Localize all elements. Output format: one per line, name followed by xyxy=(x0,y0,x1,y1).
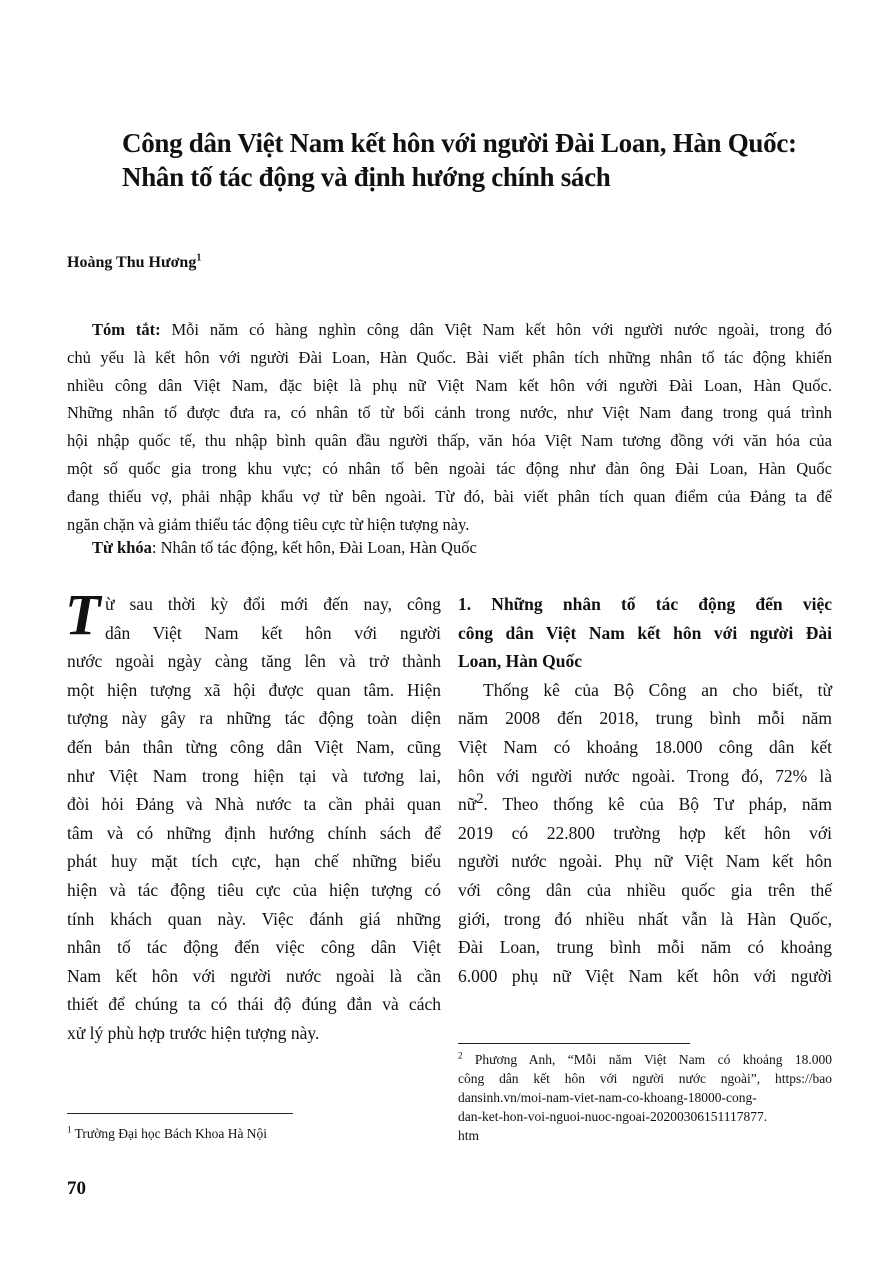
body-line: dân Việt Nam kết hôn với người xyxy=(105,622,441,643)
footnote-line: dan-ket-hon-voi-nguoi-nuoc-ngoai-20200306151117877. xyxy=(458,1109,768,1124)
footnote-line: $^2$ Phương Anh, “Mỗi năm Việt Nam có khoảng 18.000 xyxy=(458,1050,832,1067)
footnote-line: htm xyxy=(458,1128,480,1143)
body-line: với công dân của nhiều quốc gia trên thế xyxy=(458,879,832,900)
author-name: Hoàng Thu Hương xyxy=(67,254,197,271)
body-line: tính khách quan này. Việc đánh giá những xyxy=(67,908,441,929)
body-line: 6.000 phụ nữ Việt Nam kết hôn với người xyxy=(458,965,832,986)
abstract-line: một số quốc gia trong khu vực; có nhân tố bên ngoài tác động như đàn ông Đài Loan, Hàn Quốc xyxy=(67,458,832,478)
body-line: xử lý phù hợp trước hiện tượng này. xyxy=(67,1022,320,1043)
body-line: đòi hỏi Đảng và Nhà nước ta cần phải quan xyxy=(67,794,441,815)
body-line: phát huy mặt tích cực, hạn chế những biểu xyxy=(67,851,441,872)
body-line: Đài Loan, trung bình mỗi năm có khoảng xyxy=(458,937,832,958)
section-heading: Loan, Hàn Quốc xyxy=(458,651,582,672)
footnote-line: công dân kết hôn với người nước ngoài”, https://bao xyxy=(458,1071,832,1086)
abstract-line: hội nhập quốc tế, thu nhập bình quân đầu người thấp, văn hóa Việt Nam tương đồng với văn hóa của xyxy=(67,431,832,451)
drop-cap: T xyxy=(65,582,101,647)
body-line: hiện và tác động tiêu cực của hiện tượng có xyxy=(67,879,441,900)
body-line: thiết để chúng ta có thái độ đúng đắn và cách xyxy=(67,994,441,1015)
abstract-line: ngăn chặn và giảm thiểu tác động tiêu cực từ hiện tượng này. xyxy=(67,514,470,534)
footnote-2 xyxy=(458,1050,832,1145)
body-line: nhân tố tác động đến việc công dân Việt xyxy=(67,937,441,958)
footnote-divider xyxy=(458,1043,690,1044)
page-number: 70 xyxy=(67,1178,86,1199)
section-heading: công dân Việt Nam kết hôn với người Đài xyxy=(458,622,832,643)
body-line: tâm và có những định hướng chính sách để xyxy=(67,822,441,843)
body-line: một hiện tượng xã hội được quan tâm. Hiện xyxy=(67,679,441,700)
abstract-line: Những nhân tố được đưa ra, có nhân tố từ bối cảnh trong nước, như Việt Nam đang trong quá trình xyxy=(67,403,832,423)
body-line: người nước ngoài. Phụ nữ Việt Nam kết hôn xyxy=(458,851,832,872)
footnote-divider xyxy=(67,1113,293,1114)
keywords xyxy=(92,538,477,558)
abstract xyxy=(67,316,832,538)
right-column xyxy=(458,590,832,990)
body-line: nước ngoài ngày càng tăng lên và trở thành xyxy=(67,651,441,672)
footnote-mark: 2 xyxy=(476,791,484,808)
abstract-label: Tóm tắt: xyxy=(92,320,161,339)
body-line: 2019 có 22.800 trường hợp kết hôn với xyxy=(458,822,832,843)
keywords-text: : Nhân tố tác động, kết hôn, Đài Loan, Hàn Quốc xyxy=(151,538,477,557)
title-line-1: Công dân Việt Nam kết hôn với người Đài Loan, Hàn Quốc: xyxy=(122,128,797,158)
abstract-line: chủ yếu là kết hôn với người Đài Loan, Hàn Quốc. Bài viết phân tích những nhân tố tác động khiến xyxy=(67,347,832,367)
left-column xyxy=(65,582,441,1048)
author xyxy=(67,254,201,272)
body-line: năm 2008 đến 2018, trung bình mỗi năm xyxy=(458,708,832,729)
abstract-line: đang thiếu vợ, phải nhập khẩu vợ từ bên ngoài. Từ đó, bài viết phân tích quan điểm của Đảng ta để xyxy=(67,486,832,506)
footnote-mark: 1 xyxy=(196,252,202,264)
keywords-label: Từ khóa xyxy=(92,538,152,557)
abstract-line: Tóm tắt: Mỗi năm có hàng nghìn công dân Việt Nam kết hôn với người nước ngoài, trong đó xyxy=(92,320,832,339)
body-line: hôn với người nước ngoài. Trong đó, 72% là xyxy=(458,765,832,786)
section-heading: 1. Những nhân tố tác động đến việc xyxy=(458,594,832,614)
footnote-1: $^1$ Trường Đại học Bách Khoa Hà Nội xyxy=(67,1124,268,1141)
footnote-line: dansinh.vn/moi-nam-viet-nam-co-khoang-18000-cong- xyxy=(458,1090,757,1105)
body-line: tượng này gây ra những tác động toàn diện xyxy=(67,708,441,729)
body-line: nữ$^2$. Theo thống kê của Bộ Tư pháp, năm xyxy=(458,791,832,815)
body-line: giới, trong đó nhiều nhất vẫn là Hàn Quốc, xyxy=(458,908,832,929)
body-line: Việt Nam có khoảng 18.000 công dân kết xyxy=(458,736,832,757)
body-line: đến bản thân từng công dân Việt Nam, cũng xyxy=(67,736,441,757)
body-line: ừ sau thời kỳ đổi mới đến nay, công xyxy=(105,594,441,614)
article-title xyxy=(122,126,797,194)
body-line: Nam kết hôn với người nước ngoài là cần xyxy=(67,965,441,986)
body-line: như Việt Nam trong hiện tại và tương lai, xyxy=(67,765,441,786)
title-line-2: Nhân tố tác động và định hướng chính sách xyxy=(122,162,611,192)
body-line: Thống kê của Bộ Công an cho biết, từ xyxy=(483,679,832,700)
abstract-line: nhiều công dân Việt Nam, đặc biệt là phụ nữ Việt Nam kết hôn với người Đài Loan, Hàn Quốc. xyxy=(67,375,832,395)
